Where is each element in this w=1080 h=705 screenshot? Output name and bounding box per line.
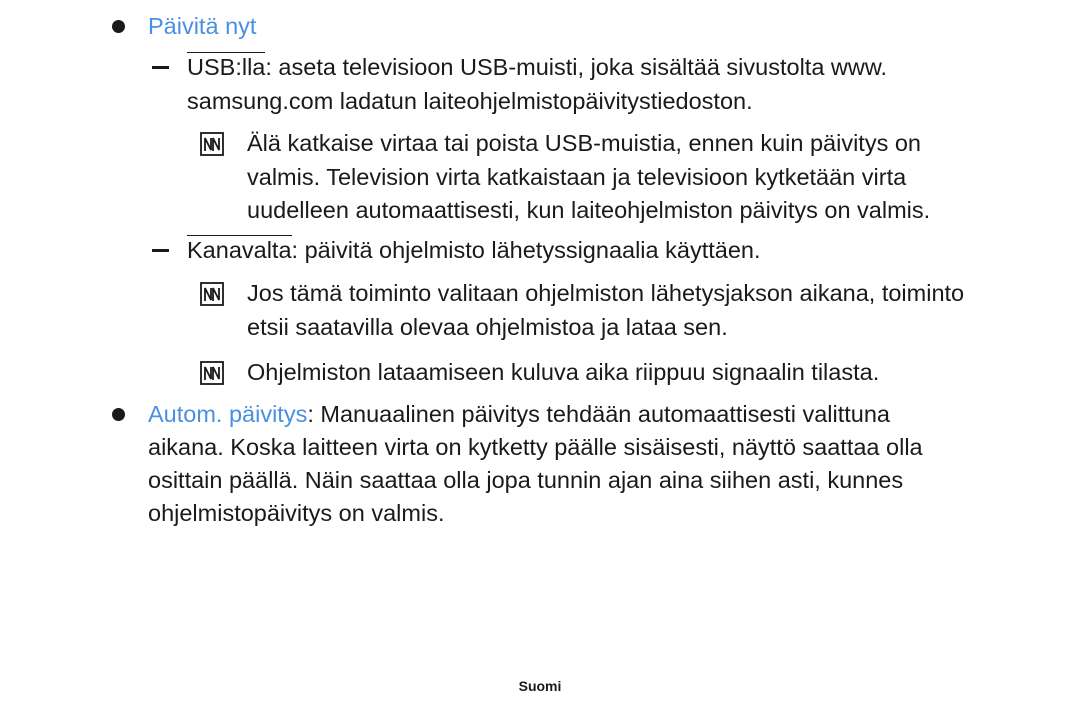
heading-autom-paivitys: Autom. päivitys (148, 401, 308, 427)
bullet-paivita-nyt (112, 20, 125, 33)
channel-term: Kanavalta (187, 237, 292, 263)
channel-line (187, 234, 761, 266)
channel-note1-line-1: Jos tämä toiminto valitaan ohjelmiston lähetysjakson aikana, toiminto (247, 280, 965, 306)
autom-text-1: : Manuaalinen päivitys tehdään automaattisesti valittuna (307, 401, 890, 427)
footer-language: Suomi (518, 678, 562, 694)
autom-line-2: aikana. Koska laitteen virta on kytketty päälle sisäisesti, näyttö saattaa olla (148, 434, 923, 460)
channel-text: : päivitä ohjelmisto lähetyssignaalia käyttäen. (291, 237, 761, 263)
note-icon (200, 282, 224, 306)
usb-note-line-3: uudelleen automaattisesti, kun laiteohjelmiston päivitys on valmis. (247, 197, 931, 223)
channel-note2-line-1: Ohjelmiston lataamiseen kuluva aika riippuu signaalin tilasta. (247, 359, 880, 385)
channel-note1-line-2: etsii saatavilla olevaa ohjelmistoa ja lataa sen. (247, 314, 728, 340)
dash-usb (152, 66, 169, 69)
autom-line-3: osittain päällä. Näin saattaa olla jopa tunnin ajan aina siihen asti, kunnes (148, 467, 904, 493)
usb-term: USB:lla (187, 54, 266, 80)
dash-channel (152, 249, 169, 252)
bullet-autom-paivitys (112, 408, 125, 421)
usb-note-line-2: valmis. Television virta katkaistaan ja televisioon kytketään virta (247, 164, 907, 190)
usb-note-line-1: Älä katkaise virtaa tai poista USB-muistia, ennen kuin päivitys on (247, 130, 921, 156)
autom-line-1 (148, 398, 890, 430)
usb-line-1 (187, 51, 887, 83)
autom-line-4: ohjelmistopäivitys on valmis. (148, 500, 445, 526)
usb-text-1: : aseta televisioon USB-muisti, joka sisältää sivustolta www. (265, 54, 888, 80)
heading-paivita-nyt: Päivitä nyt (148, 13, 257, 39)
note-icon (200, 132, 224, 156)
note-icon (200, 361, 224, 385)
usb-line-2: samsung.com ladatun laiteohjelmistopäivitystiedoston. (187, 88, 753, 114)
